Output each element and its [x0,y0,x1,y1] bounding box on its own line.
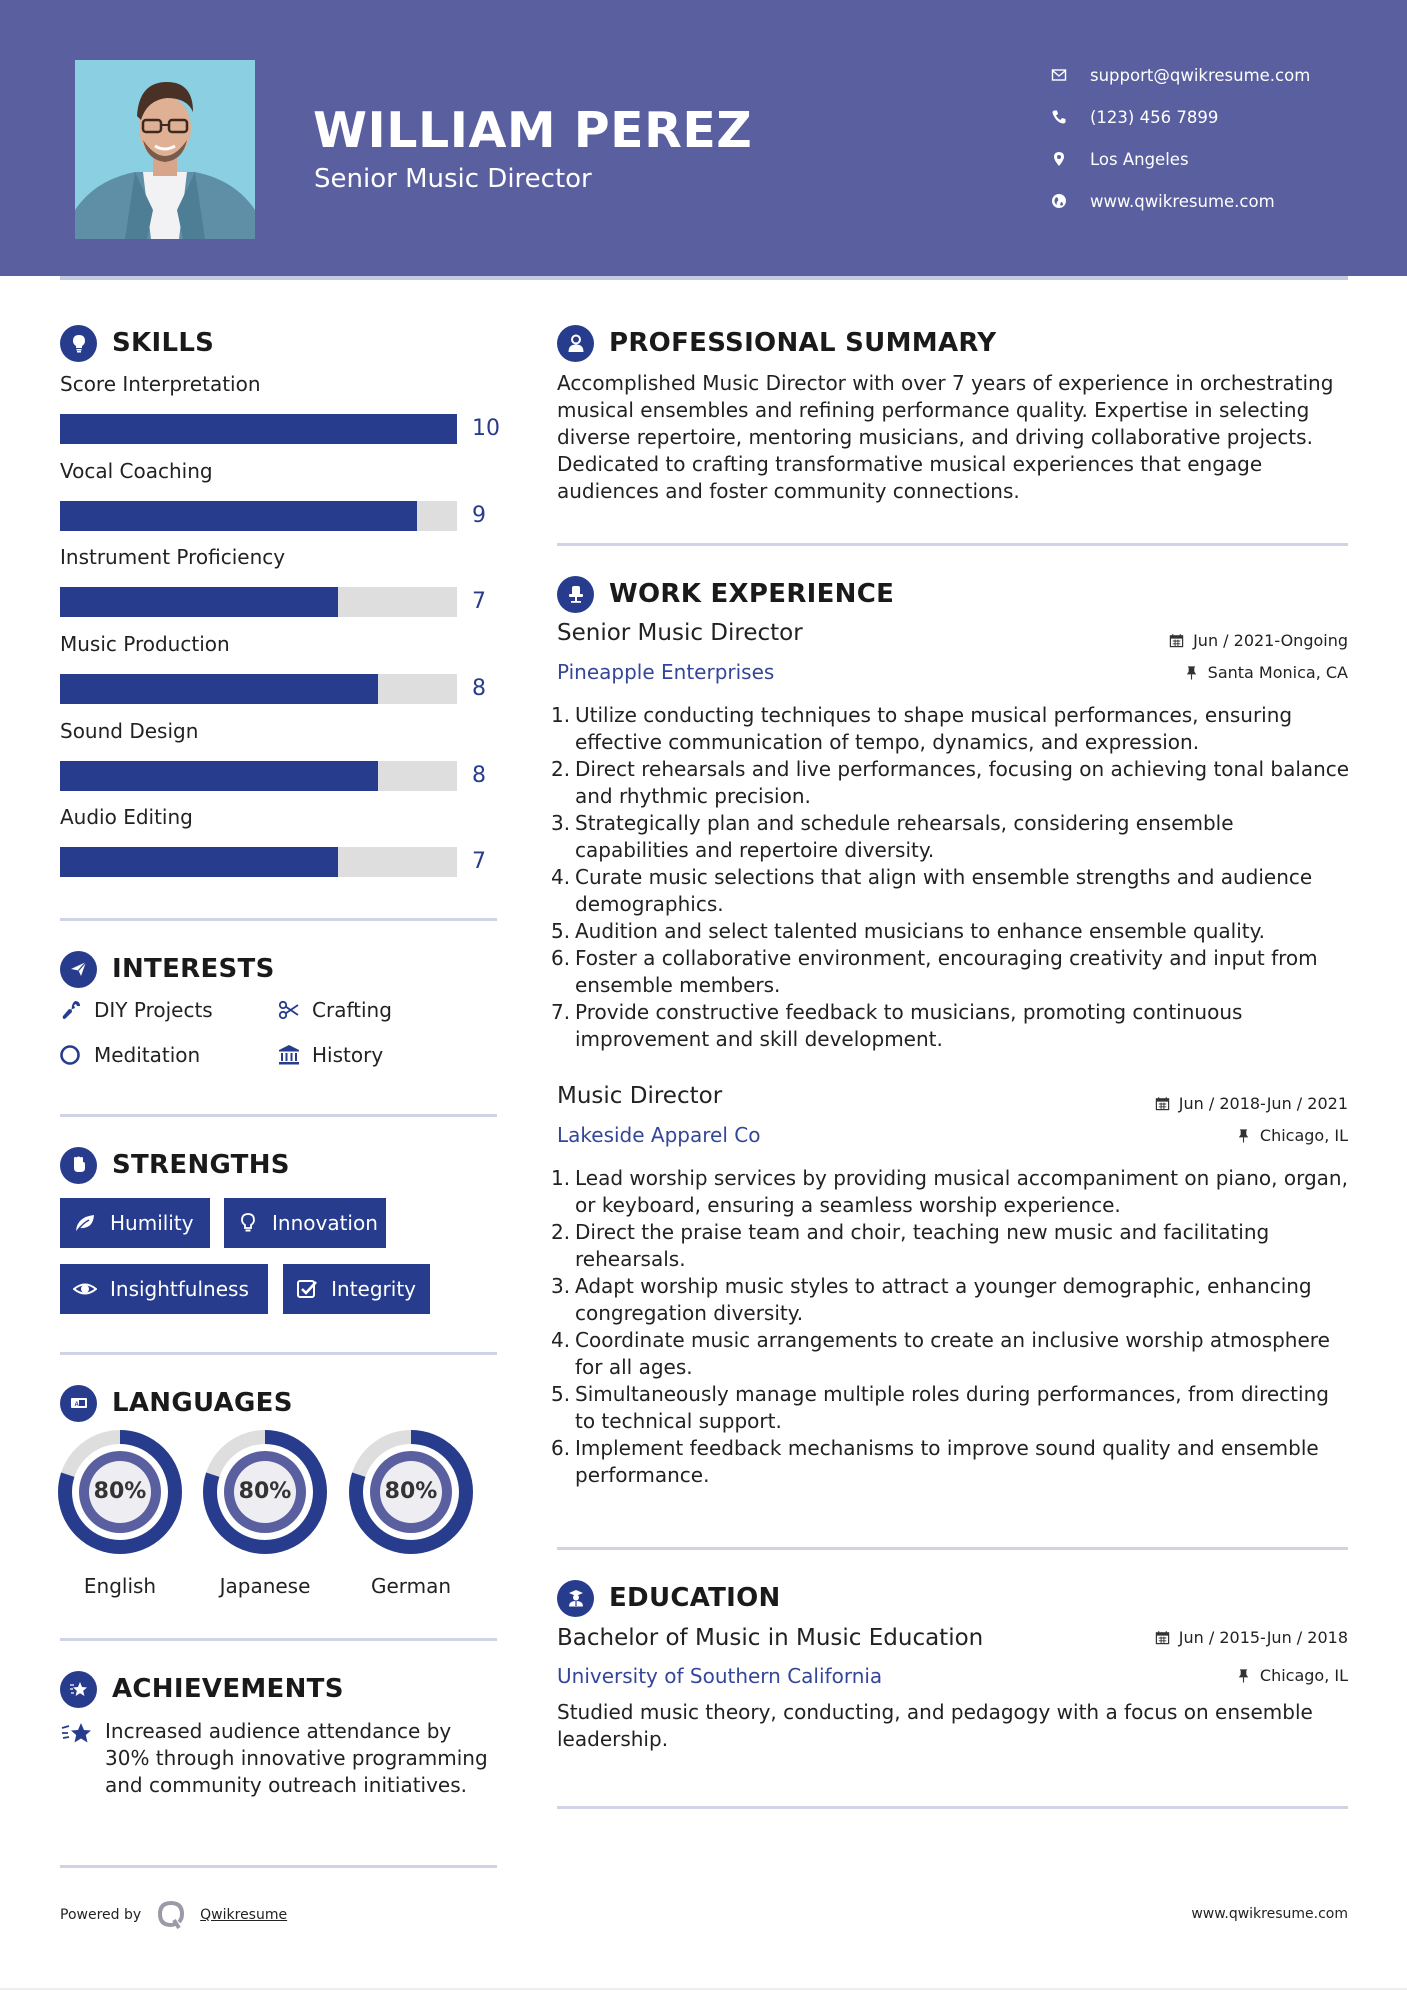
svg-text:A: A [74,1402,79,1408]
contact-phone-text: (123) 456 7899 [1090,107,1219,127]
skill-item [60,717,500,791]
achievement-item [60,1718,500,1799]
skill-item [60,543,500,617]
job-dates: Jun / 2018-Jun / 2021 [1155,1094,1348,1113]
calendar-icon [1169,633,1185,649]
contact-email-text: support@qwikresume.com [1090,65,1311,85]
strengths-heading: STRENGTHS [60,1145,290,1185]
language-name: English [83,1574,157,1598]
candidate-title: Senior Music Director [314,164,592,194]
education-heading: EDUCATION [557,1578,781,1618]
skill-label: Music Production [60,632,230,656]
star-icon [60,1718,95,1748]
profile-photo [75,60,255,239]
language-name: German [370,1574,452,1598]
contact-phone[interactable] [1050,96,1310,138]
job-responsibilities [551,1165,1351,1489]
skill-label: Vocal Coaching [60,459,213,483]
responsibility-item: 1. Utilize conducting techniques to shape musical performances, ensuring effective communication of tempo, dynamics, and expression. [551,703,1293,754]
scissors-icon [276,997,302,1023]
interest-item: History [276,1040,383,1070]
skill-bar-fill [60,847,338,877]
job-location: Chicago, IL [1236,1126,1348,1145]
contact-website[interactable] [1050,180,1310,222]
language-donut [58,1430,182,1554]
company-name: Lakeside Apparel Co [557,1123,761,1147]
skill-bar-track [60,414,457,444]
language-name: Japanese [219,1574,311,1598]
person-photo-icon [75,60,255,239]
language-percent: 80% [238,1479,292,1504]
education-description: Studied music theory, conducting, and pedagogy with a focus on ensemble leadership. [557,1700,1313,1751]
skill-item [60,803,500,877]
language-donut [203,1430,327,1554]
language-item [58,1430,182,1598]
section-divider [557,1806,1348,1809]
education-location: Chicago, IL [1236,1666,1348,1685]
languages-heading: A LANGUAGES [60,1383,293,1423]
skill-score: 8 [472,676,486,701]
skill-bar-track [60,674,457,704]
skills-heading: SKILLS [60,323,214,363]
calendar-icon [1155,1096,1171,1112]
responsibility-item: 3. Adapt worship music styles to attract a younger demographic, enhancing congregation diversity. [551,1274,1312,1325]
contact-location [1050,138,1310,180]
strength-chip: Humility [60,1198,210,1248]
skill-bar-track [60,501,457,531]
leaf-icon [72,1210,98,1236]
resume-header [0,0,1407,276]
job-dates: Jun / 2021-Ongoing [1169,631,1348,650]
interest-item: DIY Projects [58,995,213,1025]
skill-score: 7 [472,849,486,874]
footer-website-link[interactable]: www.qwikresume.com [1191,1906,1348,1922]
summary-text: Accomplished Music Director with over 7 years of experience in orchestrating musical ensembles and refining performance quality. Expertise in selecting diverse repertoire, mentoring musicians, and driving collaborative projects. Dedicated to crafting transformative musical experiences that engage audiences and foster community connections. [557,371,1334,503]
contact-website-text: www.qwikresume.com [1090,191,1275,211]
job-location: Santa Monica, CA [1184,663,1348,682]
language-donut [349,1430,473,1554]
skill-label: Audio Editing [60,805,193,829]
summary-heading: PROFESSIONAL SUMMARY [557,323,996,363]
experience-heading: WORK EXPERIENCE [557,574,894,614]
skill-bar-track [60,847,457,877]
circle-icon [58,1042,84,1068]
interest-item: Crafting [276,995,392,1025]
skill-label: Instrument Proficiency [60,545,286,569]
strength-chip: Integrity [283,1264,430,1314]
responsibility-item: 2. Direct the praise team and choir, teaching new music and facilitating rehearsals. [551,1220,1270,1271]
graduate-icon [557,1580,594,1617]
skill-item [60,630,500,704]
education-dates: Jun / 2015-Jun / 2018 [1155,1628,1348,1647]
pushpin-icon [1184,665,1200,681]
contact-list [1050,54,1310,222]
office-chair-icon [557,576,594,613]
wrench-icon [58,997,84,1023]
responsibility-item: 4. Coordinate music arrangements to create an inclusive worship atmosphere for all ages. [551,1328,1330,1379]
achievements-heading: ACHIEVEMENTS [60,1669,344,1709]
skill-score: 9 [472,503,486,528]
fist-icon [60,1147,97,1184]
envelope-icon [1050,66,1068,84]
skill-score: 10 [472,416,500,441]
calendar-icon [1155,1630,1171,1646]
header-divider [60,276,1348,280]
eye-icon [72,1276,98,1302]
responsibility-item: 6. Foster a collaborative environment, encouraging creativity and input from ensemble members. [551,946,1318,997]
responsibility-item: 5. Audition and select talented musicians to enhance ensemble quality. [551,919,1265,943]
skill-bar-fill [60,587,338,617]
skill-bar-track [60,587,457,617]
strength-chip: Innovation [224,1198,386,1248]
language-item [203,1430,327,1598]
phone-icon [1050,108,1068,126]
responsibility-item: 5. Simultaneously manage multiple roles during performances, from directing to technical support. [551,1382,1329,1433]
skill-bar-fill [60,414,457,444]
qwikresume-link[interactable]: Qwikresume [200,1907,288,1923]
map-marker-icon [1050,150,1068,168]
skill-score: 8 [472,763,486,788]
responsibility-item: 1. Lead worship services by providing musical accompaniment on piano, organ, or keyboard, ensuring a seamless worship experience. [551,1166,1348,1217]
job-title: Music Director [557,1083,723,1109]
language-percent: 80% [93,1479,147,1504]
responsibility-item: 3. Strategically plan and schedule rehearsals, considering ensemble capabilities and repertoire diversity. [551,811,1234,862]
star-badge-icon [60,1671,97,1708]
interests-heading: INTERESTS [60,949,275,989]
skill-label: Sound Design [60,719,199,743]
candidate-name: WILLIAM PEREZ [313,102,753,159]
skill-bar-track [60,761,457,791]
company-name: Pineapple Enterprises [557,660,775,684]
skill-item [60,370,500,444]
lightbulb-icon [60,325,97,362]
language-icon [60,1385,97,1422]
interest-item: Meditation [58,1040,200,1070]
user-icon [557,325,594,362]
section-divider [557,1547,1348,1550]
powered-by-label: Powered by [60,1907,142,1923]
skill-bar-fill [60,501,417,531]
language-percent: 80% [384,1479,438,1504]
qwikresume-logo-icon [156,1900,186,1930]
pushpin-icon [1236,1128,1252,1144]
skill-label: Score Interpretation [60,372,261,396]
degree-title: Bachelor of Music in Music Education [557,1625,984,1651]
section-divider [60,918,497,921]
institution-icon [276,1042,302,1068]
paper-plane-icon [60,951,97,988]
checkbox-icon [295,1276,319,1302]
pushpin-icon [1236,1668,1252,1684]
school-name: University of Southern California [557,1664,883,1688]
responsibility-item: 4. Curate music selections that align with ensemble strengths and audience demographics. [551,865,1313,916]
skill-item [60,457,500,531]
responsibility-item: 6. Implement feedback mechanisms to improve sound quality and ensemble performance. [551,1436,1319,1487]
contact-location-text: Los Angeles [1090,149,1189,169]
lightbulb-outline-icon [236,1210,260,1236]
language-item [349,1430,473,1598]
section-divider [60,1865,497,1868]
job-responsibilities [551,702,1351,1053]
globe-icon [1050,192,1068,210]
section-divider [557,543,1348,546]
achievement-text: Increased audience attendance by 30% through innovative programming and community outreach initiatives. [105,1719,488,1797]
skill-bar-fill [60,761,378,791]
job-title: Senior Music Director [557,620,803,646]
section-divider [60,1114,497,1117]
footer-powered-by [60,1900,287,1930]
section-divider [60,1638,497,1641]
responsibility-item: 7. Provide constructive feedback to musicians, promoting continuous improvement and skill development. [551,1000,1243,1051]
contact-email[interactable] [1050,54,1310,96]
responsibility-item: 2. Direct rehearsals and live performances, focusing on achieving tonal balance and rhythmic precision. [551,757,1350,808]
strength-chip: Insightfulness [60,1264,268,1314]
skill-score: 7 [472,589,486,614]
skill-bar-fill [60,674,378,704]
section-divider [60,1352,497,1355]
